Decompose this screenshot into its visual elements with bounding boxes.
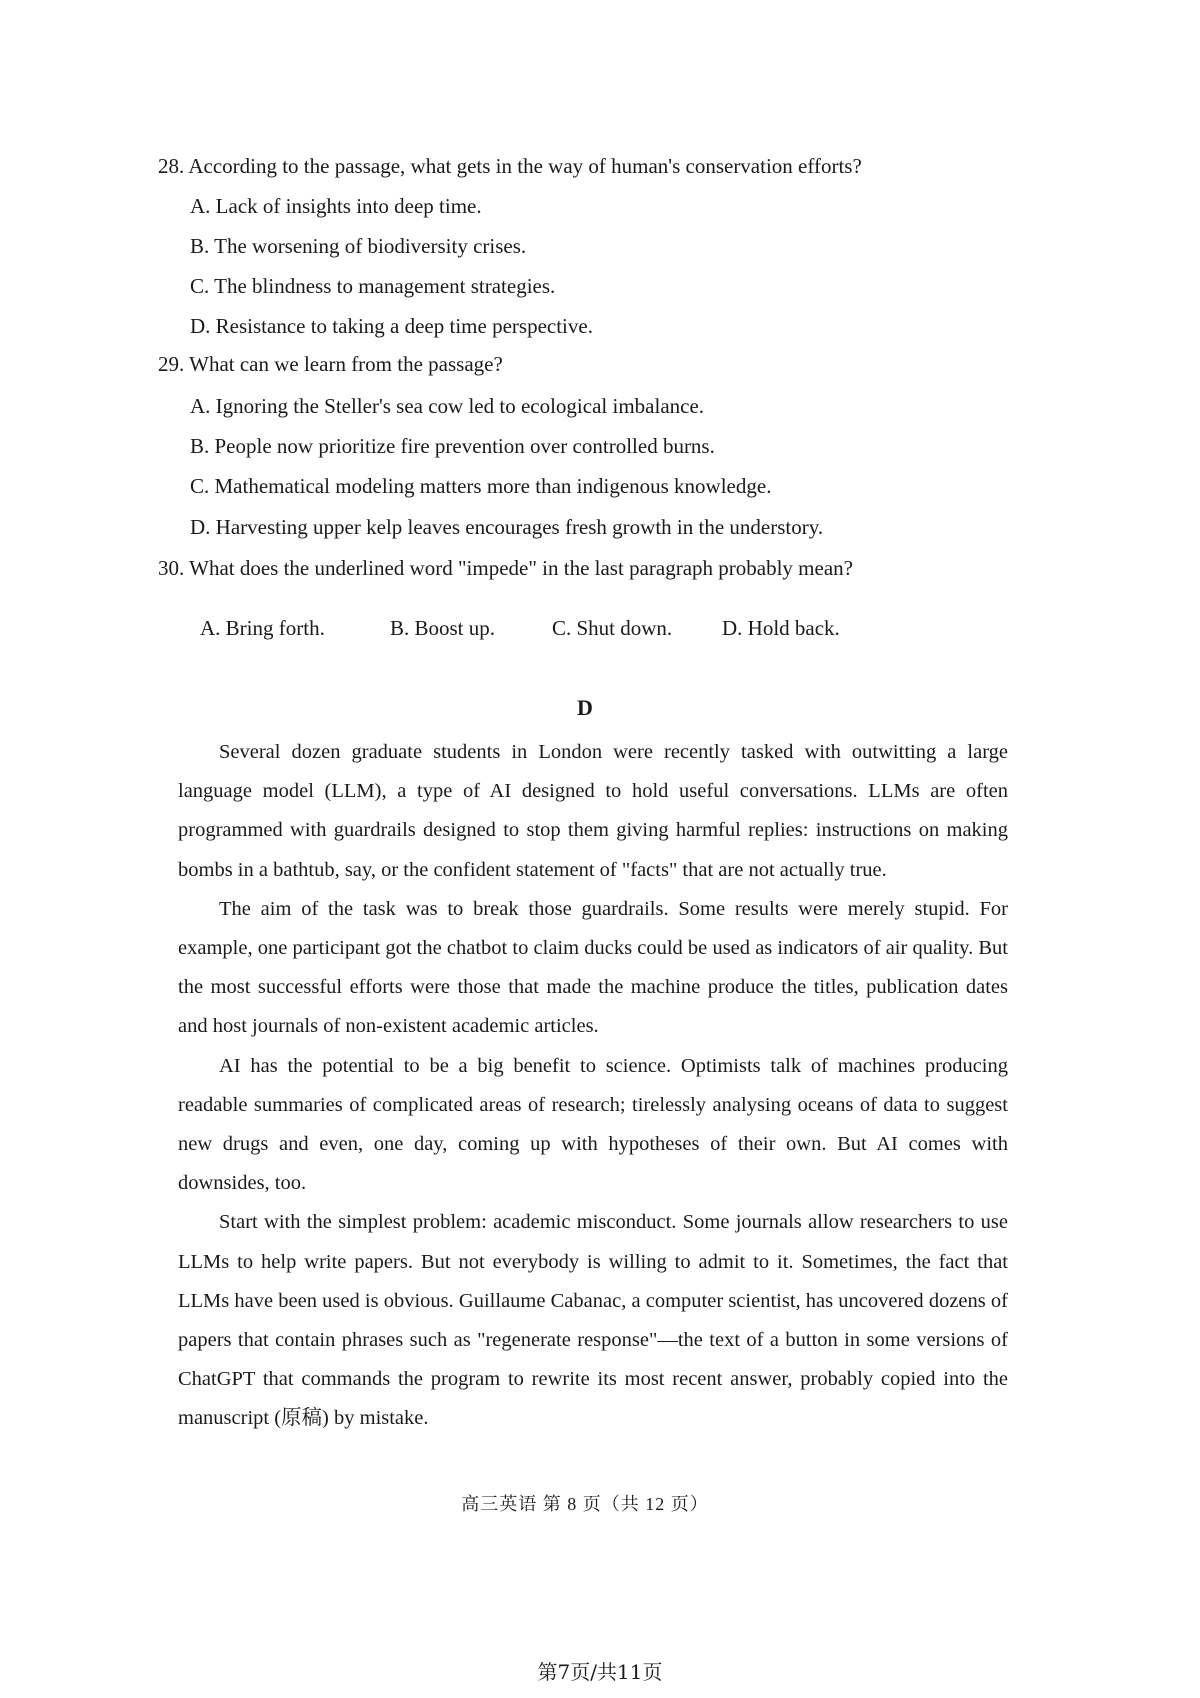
question-29-option-a: A. Ignoring the Steller's sea cow led to ecological imbalance.: [190, 394, 705, 418]
question-30-stem-before: 30. What does the underlined word ": [158, 556, 467, 580]
question-28-option-c: C. The blindness to management strategies.: [190, 274, 556, 298]
question-30-option-a: A. Bring forth.: [200, 616, 325, 640]
page-number: 第7页/共11页: [537, 1660, 663, 1684]
question-29-option-c: C. Mathematical modeling matters more than indigenous knowledge.: [190, 474, 772, 498]
passage-paragraph-4: Start with the simplest problem: academic misconduct. Some journals allow researchers to use LLMs to help write papers. But not everybody is willing to admit to it. Sometimes, the fact that LLMs have been used is obvious. Guillaume Cabanac, a computer scientist, has uncovered dozens of papers that contain phrases such as "regenerate response"—the text of a button in some versions of ChatGPT that commands the program to rewrite its most recent answer, probably copied into the manuscript (原稿) by mistake.: [178, 1211, 1008, 1430]
exam-footer: 高三英语 第 8 页（共 12 页）: [461, 1494, 709, 1514]
question-28-stem: 28. According to the passage, what gets in the way of human's conservation efforts?: [158, 154, 862, 178]
question-30-stem: [158, 554, 853, 582]
passage-paragraph-1: Several dozen graduate students in London were recently tasked with outwitting a large language model (LLM), a type of AI designed to hold useful conversations. LLMs are often programmed with guardrails designed to stop them giving harmful replies: instructions on making bombs in a bathtub, say, or the confident statement of "facts" that are not actually true.: [178, 741, 1008, 881]
question-28-option-b: B. The worsening of biodiversity crises.: [190, 234, 527, 258]
question-30-option-b: B. Boost up.: [390, 616, 496, 640]
question-28-option-a: A. Lack of insights into deep time.: [190, 194, 482, 218]
question-29-option-d: D. Harvesting upper kelp leaves encourages fresh growth in the understory.: [190, 515, 824, 539]
question-30-stem-word: impede: [466, 556, 529, 580]
section-title: D: [577, 695, 593, 720]
passage-d: [178, 733, 1008, 1439]
question-29-option-b: B. People now prioritize fire prevention over controlled burns.: [190, 434, 715, 458]
question-30-option-c: C. Shut down.: [552, 616, 673, 640]
question-30-options: [200, 614, 840, 642]
passage-paragraph-2: The aim of the task was to break those guardrails. Some results were merely stupid. For example, one participant got the chatbot to claim ducks could be used as indicators of air quality. But the most successful efforts were those that made the machine produce the titles, publication dates and host journals of non-existent academic articles.: [178, 897, 1008, 1038]
question-30-option-d: D. Hold back.: [722, 616, 840, 640]
passage-paragraph-3: AI has the potential to be a big benefit to science. Optimists talk of machines producing readable summaries of complicated areas of research; tirelessly analysing oceans of data to suggest new drugs and even, one day, coming up with hypotheses of their own. But AI comes with downsides, too.: [178, 1054, 1008, 1195]
question-30-stem-after: " in the last paragraph probably mean?: [528, 556, 853, 580]
question-29-stem: 29. What can we learn from the passage?: [158, 352, 503, 376]
question-28-option-d: D. Resistance to taking a deep time perspective.: [190, 314, 593, 338]
